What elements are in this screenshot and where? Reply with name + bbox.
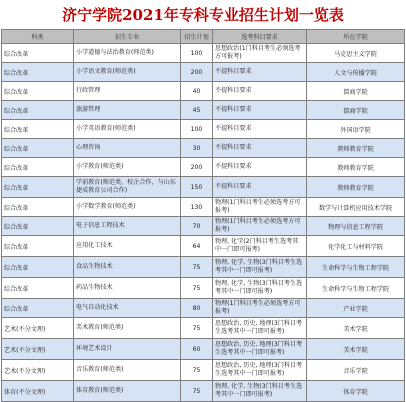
cell-subject-requirement: 思想政治, 历史, 地理(3门科目考生选考其中一门即可报考) xyxy=(213,318,307,339)
header-plan-count: 招生计划 xyxy=(181,30,213,44)
cell-plan-count: 80 xyxy=(181,299,213,318)
cell-category: 综合改革 xyxy=(2,139,74,158)
cell-subject-requirement: 不提科目要求 xyxy=(213,120,307,139)
cell-plan-count: 60 xyxy=(181,339,213,360)
cell-subject-requirement: 思想政治(1门科目考生必须选考方可报考) xyxy=(213,44,307,63)
cell-subject-requirement: 物理, 化学, 生物(3门科目考生选考其中一门即可报考) xyxy=(213,257,307,278)
cell-major: 药品生物技术 xyxy=(74,278,181,299)
cell-subject-requirement: 物理(1门科目考生必须选考方可报考) xyxy=(213,198,307,217)
cell-category: 综合改革 xyxy=(2,82,74,101)
cell-college: 数学与计算机应用技术学院 xyxy=(307,198,405,217)
cell-category: 综合改革 xyxy=(2,120,74,139)
cell-college: 人文与传播学院 xyxy=(307,63,405,82)
table-row xyxy=(2,139,405,158)
cell-major: 应用化工技术 xyxy=(74,236,181,257)
cell-major: 行政管理 xyxy=(74,82,181,101)
cell-college: 教师教育学院 xyxy=(307,158,405,177)
cell-major: 环境艺术设计 xyxy=(74,339,181,360)
cell-category: 综合改革 xyxy=(2,257,74,278)
cell-subject-requirement: 不提科目要求 xyxy=(213,177,307,198)
cell-major: 小学英语教育(师范类) xyxy=(74,120,181,139)
cell-subject-requirement: 思想政治, 历史, 地理(3门科目考生选考其中一门即可报考) xyxy=(213,339,307,360)
cell-category: 综合改革 xyxy=(2,198,74,217)
cell-category: 综合改革 xyxy=(2,299,74,318)
cell-category: 综合改革 xyxy=(2,44,74,63)
cell-category: 综合改革 xyxy=(2,63,74,82)
page-title: 济宁学院2021年专科专业招生计划一览表 xyxy=(62,6,344,24)
cell-college: 美术学院 xyxy=(307,318,405,339)
cell-major: 食品生物技术 xyxy=(74,257,181,278)
cell-subject-requirement: 物理, 化学(2门科目考生选考其中一门即可报考) xyxy=(213,236,307,257)
header-major: 招生专业 xyxy=(74,30,181,44)
cell-college: 生命科学与生物工程学院 xyxy=(307,257,405,278)
cell-major: 小学语文教育(师范类) xyxy=(74,63,181,82)
table-row xyxy=(2,339,405,360)
table-row xyxy=(2,82,405,101)
table-row xyxy=(2,318,405,339)
table-row xyxy=(2,381,405,402)
cell-subject-requirement: 物理(1门科目考生必须选考方可报考) xyxy=(213,299,307,318)
cell-plan-count: 200 xyxy=(181,158,213,177)
cell-plan-count: 45 xyxy=(181,101,213,120)
enrollment-plan-table xyxy=(1,29,405,402)
table-row xyxy=(2,278,405,299)
cell-category: 综合改革 xyxy=(2,217,74,236)
cell-plan-count: 100 xyxy=(181,120,213,139)
cell-plan-count: 150 xyxy=(181,177,213,198)
cell-college: 音乐学院 xyxy=(307,360,405,381)
cell-college: 美术学院 xyxy=(307,339,405,360)
table-row xyxy=(2,44,405,63)
cell-college: 物理与信息工程学院 xyxy=(307,217,405,236)
cell-subject-requirement: 物理, 化学, 生物(3门科目考生选考其中一门即可报考) xyxy=(213,278,307,299)
cell-plan-count: 200 xyxy=(181,63,213,82)
cell-category: 艺术(不分文理) xyxy=(2,360,74,381)
cell-plan-count: 75 xyxy=(181,257,213,278)
cell-college: 化学化工与材料学院 xyxy=(307,236,405,257)
table-row xyxy=(2,360,405,381)
cell-major: 电气自动化技术 xyxy=(74,299,181,318)
cell-major: 美术教育(师范类) xyxy=(74,318,181,339)
cell-college: 外国语学院 xyxy=(307,120,405,139)
table-row xyxy=(2,120,405,139)
header-category: 科类 xyxy=(2,30,74,44)
table-row xyxy=(2,198,405,217)
table-row xyxy=(2,63,405,82)
cell-college: 教师教育学院 xyxy=(307,139,405,158)
cell-college: 生命科学与生物工程学院 xyxy=(307,278,405,299)
cell-plan-count: 75 xyxy=(181,360,213,381)
cell-major: 音乐教育(师范类) xyxy=(74,360,181,381)
cell-subject-requirement: 不提科目要求 xyxy=(213,82,307,101)
cell-plan-count: 75 xyxy=(181,278,213,299)
cell-major: 小学数学教育(师范类) xyxy=(74,198,181,217)
cell-major: 学前教育(师范类，校企合作，与山东捷成教育公司合作) xyxy=(74,177,181,198)
cell-college: 体育学院 xyxy=(307,381,405,402)
cell-category: 艺术(不分文理) xyxy=(2,339,74,360)
cell-plan-count: 75 xyxy=(181,381,213,402)
cell-category: 艺术(不分文理) xyxy=(2,318,74,339)
header-subject-requirement: 选考科目要求 xyxy=(213,30,307,44)
cell-plan-count: 64 xyxy=(181,236,213,257)
cell-category: 综合改革 xyxy=(2,158,74,177)
cell-college: 儒商学院 xyxy=(307,82,405,101)
cell-major: 体育教育(师范类) xyxy=(74,381,181,402)
cell-college: 教师教育学院 xyxy=(307,177,405,198)
cell-subject-requirement: 不提科目要求 xyxy=(213,158,307,177)
cell-college: 马克思主义学院 xyxy=(307,44,405,63)
cell-major: 电子信息工程技术 xyxy=(74,217,181,236)
cell-plan-count: 100 xyxy=(181,44,213,63)
table-row xyxy=(2,101,405,120)
cell-subject-requirement: 物理, 化学, 生物(3门科目考生选考其中一门即可报考) xyxy=(213,381,307,402)
header-college: 所在学院 xyxy=(307,30,405,44)
cell-plan-count: 130 xyxy=(181,198,213,217)
cell-college: 产业学院 xyxy=(307,299,405,318)
table-row xyxy=(2,257,405,278)
table-header-row xyxy=(2,30,405,44)
table-row xyxy=(2,299,405,318)
cell-category: 综合改革 xyxy=(2,278,74,299)
table-row xyxy=(2,177,405,198)
cell-category: 综合改革 xyxy=(2,101,74,120)
cell-major: 旅游管理 xyxy=(74,101,181,120)
table-row xyxy=(2,236,405,257)
cell-major: 小学教育(师范类) xyxy=(74,158,181,177)
cell-major: 心理咨询 xyxy=(74,139,181,158)
cell-plan-count: 30 xyxy=(181,139,213,158)
cell-plan-count: 40 xyxy=(181,82,213,101)
cell-category: 综合改革 xyxy=(2,236,74,257)
cell-plan-count: 70 xyxy=(181,217,213,236)
cell-subject-requirement: 不提科目要求 xyxy=(213,139,307,158)
cell-subject-requirement: 物理(1门科目考生必须选考方可报考) xyxy=(213,217,307,236)
cell-subject-requirement: 思想政治, 历史, 地理(3门科目考生选考其中一门即可报考) xyxy=(213,360,307,381)
cell-subject-requirement: 不提科目要求 xyxy=(213,63,307,82)
table-row xyxy=(2,158,405,177)
cell-subject-requirement: 不提科目要求 xyxy=(213,101,307,120)
cell-college: 儒商学院 xyxy=(307,101,405,120)
table-row xyxy=(2,217,405,236)
cell-category: 体育(不分文理) xyxy=(2,381,74,402)
cell-category: 综合改革 xyxy=(2,177,74,198)
cell-major: 小学道德与法治教育(师范类) xyxy=(74,44,181,63)
cell-plan-count: 75 xyxy=(181,318,213,339)
